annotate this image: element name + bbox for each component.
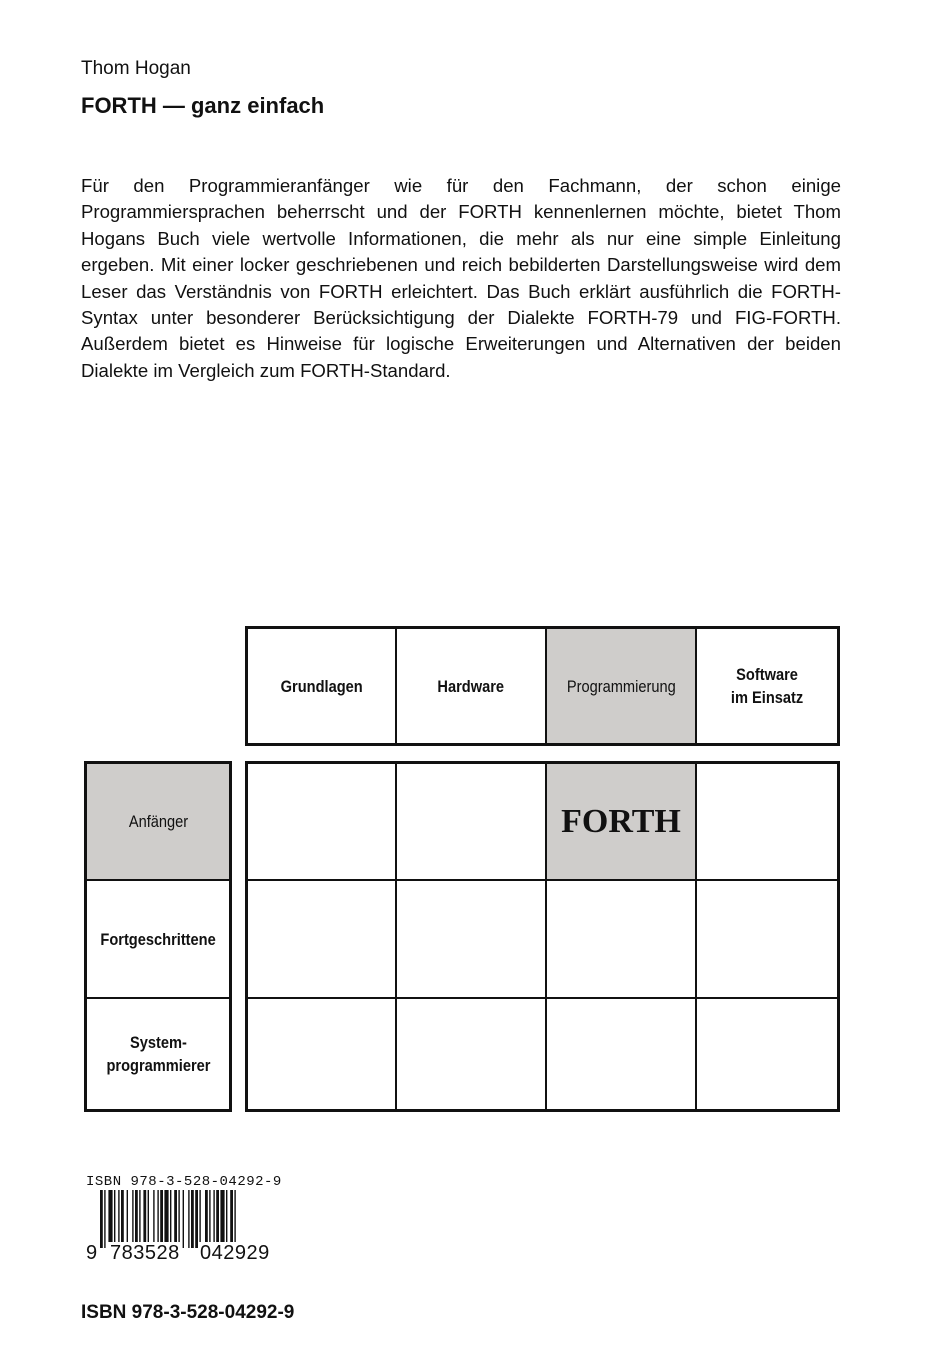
author-name: Thom Hogan [81,58,191,79]
barcode-bar [121,1190,124,1248]
column-header-grundlagen: Grundlagen [280,676,363,696]
barcode-bar [178,1190,179,1248]
barcode-bar [230,1190,233,1248]
isbn-label: ISBN 978-3-528-04292-9 [81,1302,295,1323]
barcode-group-left: 783528 [110,1242,180,1264]
blurb-text [81,173,841,384]
column-header-software: Software im Einsatz [730,665,804,707]
divider [695,764,697,1109]
barcode-lead-digit: 9 [86,1242,98,1264]
barcode-bar [143,1190,146,1248]
barcode-bar [209,1190,210,1248]
isbn-label-small: ISBN 978-3-528-04292-9 [86,1174,282,1190]
barcode-bar [157,1190,158,1248]
barcode-bar [135,1190,138,1248]
barcode-bar [216,1190,219,1248]
barcode-bar [188,1190,189,1248]
barcode-bar [164,1190,168,1248]
divider [545,764,547,1109]
category-grid [245,761,840,1112]
barcode-bar [220,1190,224,1248]
row-header-systemprogrammierer: System- programmierer [105,1033,211,1075]
barcode-bar [108,1190,112,1248]
divider [248,997,837,999]
barcode-bar [118,1190,119,1248]
barcode-bar [148,1190,149,1248]
barcode-bar [160,1190,163,1248]
row-header-fortgeschrittene: Fortgeschrittene [100,929,216,949]
blurb-paragraph: Für den Programmieranfänger wie für den Fachmann, der schon einige Programmiersprachen beherrscht und der FORTH kennenlernen möchte, bietet Thom Hogans Buch viele wertvolle Informationen, die mehr als nur eine simple Einleitung ergeben. Mit einer locker geschriebenen und reich bebilderten Darstellungsweise wird dem Leser das Verständnis von FORTH erleichtert. Das Buch erklärt ausführlich die FORTH-Syntax unter besonderer Berücksichtigung der Dialekte FORTH-79 und FIG-FORTH. Außerdem bietet es Hinweise für logische Erweiterungen und Alternativen der beiden Dialekte im Vergleich zum FORTH-Standard. [81,175,841,381]
barcode-bar [234,1190,235,1248]
column-header-programmierung: Programmierung [547,629,695,743]
barcode-bar [170,1190,171,1248]
barcode-bar [100,1190,103,1248]
barcode-bar [104,1190,105,1248]
row-header-anfaenger: Anfänger [87,764,229,879]
divider [248,879,837,881]
barcode-bar [139,1190,140,1248]
barcode-bar [226,1190,227,1248]
barcode-bar [195,1190,198,1248]
barcode-image [100,1190,275,1248]
column-header-hardware: Hardware [437,676,505,696]
book-title: FORTH — ganz einfach [81,93,325,118]
barcode-bar [132,1190,133,1248]
barcode-bar [191,1190,194,1248]
barcode-bar [114,1190,115,1248]
barcode-bar [153,1190,154,1248]
barcode-group-right: 042929 [200,1242,270,1264]
barcode-bar [199,1190,200,1248]
column-header-box [245,626,840,746]
barcode-bar [213,1190,214,1248]
forth-highlight-cell: FORTH [547,764,695,879]
barcode-bar [205,1190,208,1248]
barcode-bar [174,1190,177,1248]
divider [395,764,397,1109]
barcode-bar [127,1190,128,1248]
barcode-bar [183,1190,184,1248]
row-header-box [84,761,232,1112]
